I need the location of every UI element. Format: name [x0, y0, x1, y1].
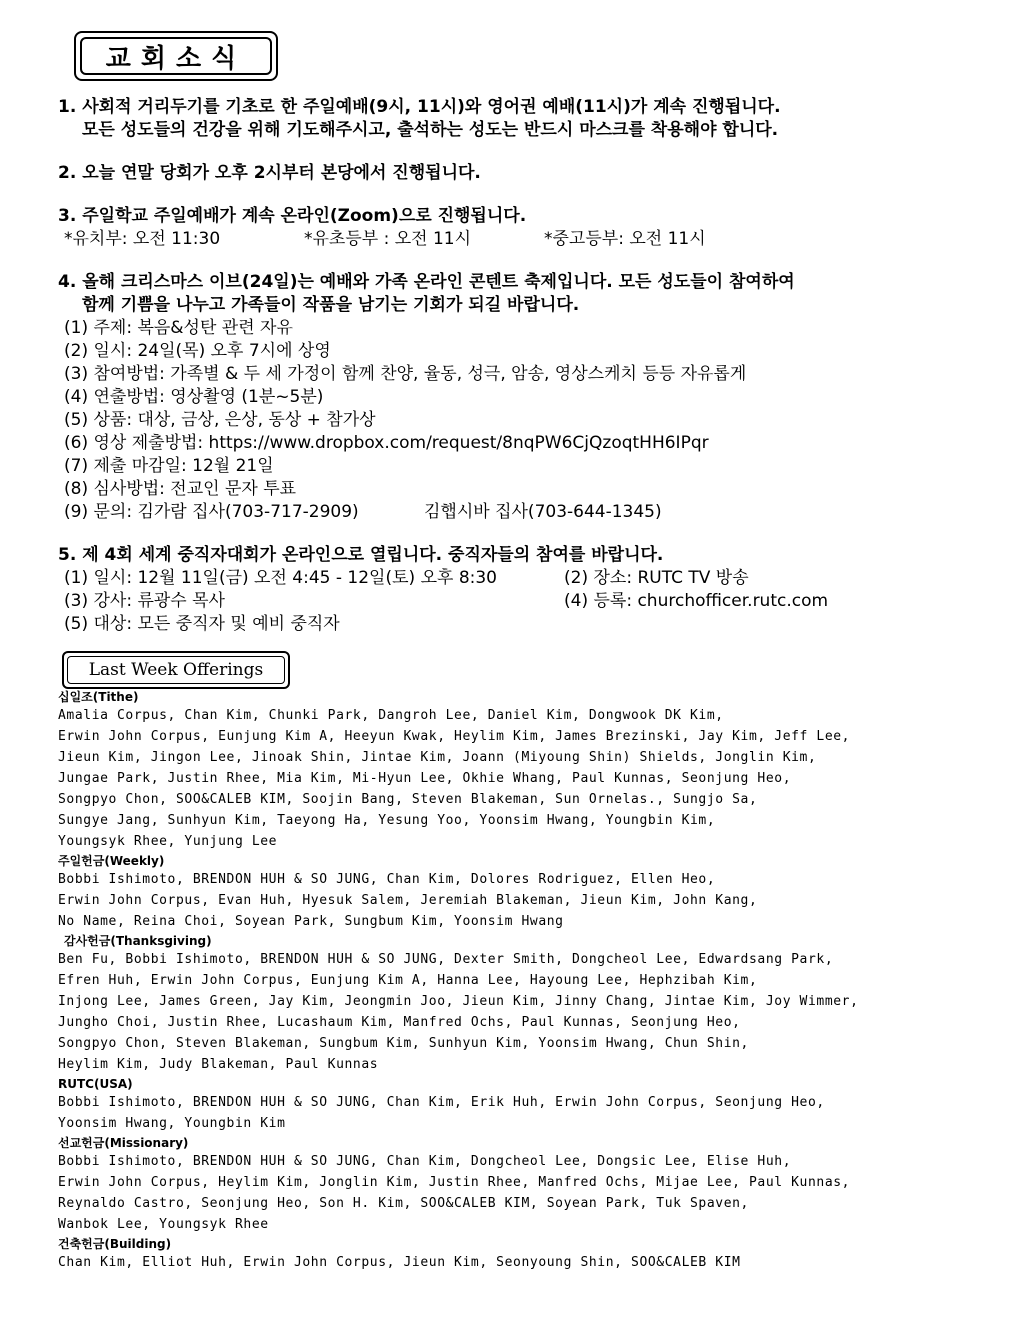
detail-target: (5) 대상: 모든 중직자 및 예비 중직자	[64, 614, 340, 634]
detail-line: (1) 주제: 복음&성탄 관련 자유	[64, 318, 293, 338]
schedule-youth: *중고등부: 오전 11시	[544, 229, 706, 249]
offering-category-rutc	[58, 1077, 998, 1134]
category-title: 십일조(Tithe)	[58, 690, 139, 704]
donor-line: Bobbi Ishimoto, BRENDON HUH & SO JUNG, Chan Kim, Dongcheol Lee, Dongsic Lee, Elise Huh,	[58, 1154, 792, 1169]
offerings-title-box	[62, 651, 290, 689]
schedule-elementary: *유초등부 : 오전 11시	[304, 229, 472, 249]
news-item-5	[58, 544, 978, 636]
offering-category-weekly	[58, 854, 998, 932]
detail-row	[58, 590, 978, 613]
donor-line: Songpyo Chon, Steven Blakeman, Sungbum Kim, Sunhyun Kim, Yoonsim Hwang, Chun Shin,	[58, 1036, 749, 1051]
news-item-number: 2.	[58, 163, 77, 183]
detail-line: (2) 일시: 24일(목) 오후 7시에 상영	[64, 341, 331, 361]
news-item-text: 올해 크리스마스 이브(24일)는 예배와 가족 온라인 콘텐트 축제입니다. 모든 성도들이 참여하여	[82, 272, 795, 292]
news-item-number: 3.	[58, 206, 77, 226]
page-title: 교회소식	[80, 37, 272, 75]
category-title: 감사헌금(Thanksgiving)	[64, 934, 212, 948]
contact-2: 김햅시바 집사(703-644-1345)	[424, 502, 662, 522]
donor-line: No Name, Reina Choi, Soyean Park, Sungbum Kim, Yoonsim Hwang	[58, 914, 564, 929]
news-item-4	[58, 271, 978, 524]
news-item-text: 제 4회 세계 중직자대회가 온라인으로 열립니다. 중직자들의 참여를 바랍니다.	[82, 545, 664, 565]
detail-speaker: (3) 강사: 류광수 목사	[64, 591, 225, 611]
category-title: 선교헌금(Missionary)	[58, 1136, 189, 1150]
dropbox-link[interactable]: (6) 영상 제출방법: https://www.dropbox.com/request/8nqPW6CjQzoqtHH6IPqr	[64, 433, 709, 453]
news-item-number: 1.	[58, 97, 77, 117]
donor-line: Bobbi Ishimoto, BRENDON HUH & SO JUNG, Chan Kim, Dolores Rodriguez, Ellen Heo,	[58, 872, 716, 887]
offering-category-missionary	[58, 1136, 998, 1235]
donor-line: Erwin John Corpus, Evan Huh, Hyesuk Salem, Jeremiah Blakeman, Jieun Kim, John Kang,	[58, 893, 758, 908]
donor-line: Youngsyk Rhee, Yunjung Lee	[58, 834, 278, 849]
news-item-continuation: 함께 기쁨을 나누고 가족들이 작품을 남기는 기회가 되길 바랍니다.	[82, 295, 580, 315]
news-item-heading	[58, 271, 978, 294]
detail-row	[58, 567, 978, 590]
news-list	[58, 96, 978, 656]
detail-date: (1) 일시: 12월 11일(금) 오전 4:45 - 12일(토) 오후 8:30	[64, 568, 497, 588]
donor-line: Sungye Jang, Sunhyun Kim, Taeyong Ha, Yesung Yoo, Yoonsim Hwang, Youngbin Kim,	[58, 813, 716, 828]
offering-category-thanksgiving	[58, 934, 998, 1075]
detail-line: (5) 상품: 대상, 금상, 은상, 동상 + 참가상	[64, 410, 376, 430]
contact-1: (9) 문의: 김가람 집사(703-717-2909)	[64, 502, 359, 522]
school-schedule	[58, 228, 978, 251]
donor-line: Jungho Choi, Justin Rhee, Lucashaum Kim, Manfred Ochs, Paul Kunnas, Seonjung Heo,	[58, 1015, 741, 1030]
donor-names	[58, 705, 998, 852]
donor-line: Erwin John Corpus, Eunjung Kim A, Heeyun Kwak, Heylim Kim, James Brezinski, Jay Kim, Jeff Lee,	[58, 729, 851, 744]
news-item-number: 4.	[58, 272, 77, 292]
news-item-heading	[58, 544, 978, 567]
news-item-heading	[58, 205, 978, 228]
donor-line: Chan Kim, Elliot Huh, Erwin John Corpus, Jieun Kim, Seonyoung Shin, SOO&CALEB KIM	[58, 1255, 741, 1270]
donor-names	[58, 949, 998, 1075]
donor-line: Yoonsim Hwang, Youngbin Kim	[58, 1116, 286, 1131]
news-item-heading	[58, 162, 978, 185]
church-news-title-box	[74, 31, 278, 81]
detail-place: (2) 장소: RUTC TV 방송	[564, 568, 749, 588]
donor-line: Jieun Kim, Jingon Lee, Jinoak Shin, Jintae Kim, Joann (Miyoung Shin) Shields, Jonglin Kim,	[58, 750, 817, 765]
news-item-number: 5.	[58, 545, 77, 565]
contact-line	[58, 501, 978, 524]
donor-line: Bobbi Ishimoto, BRENDON HUH & SO JUNG, Chan Kim, Erik Huh, Erwin John Corpus, Seonjung Heo,	[58, 1095, 825, 1110]
category-title: RUTC(USA)	[58, 1077, 133, 1091]
donor-names	[58, 1092, 998, 1134]
donor-names	[58, 1151, 998, 1235]
donor-names	[58, 869, 998, 932]
detail-line: (4) 연출방법: 영상촬영 (1분~5분)	[64, 387, 324, 407]
news-item-heading	[58, 96, 978, 119]
detail-line: (7) 제출 마감일: 12월 21일	[64, 456, 274, 476]
news-item-1	[58, 96, 978, 142]
donor-line: Efren Huh, Erwin John Corpus, Eunjung Kim A, Hanna Lee, Hayoung Lee, Hephzibah Kim,	[58, 973, 758, 988]
detail-line: (3) 참여방법: 가족별 & 두 세 가정이 함께 찬양, 율동, 성극, 암송, 영상스케치 등등 자유롭게	[64, 364, 747, 384]
donor-line: Injong Lee, James Green, Jay Kim, Jeongmin Joo, Jieun Kim, Jinny Chang, Jintae Kim, Joy Wimmer,	[58, 994, 859, 1009]
schedule-kindergarten: *유치부: 오전 11:30	[64, 229, 221, 249]
category-title: 건축헌금(Building)	[58, 1237, 172, 1251]
news-item-2	[58, 162, 978, 185]
news-item-continuation: 모든 성도들의 건강을 위해 기도해주시고, 출석하는 성도는 반드시 마스크를 착용해야 합니다.	[82, 120, 779, 140]
registration-link[interactable]: (4) 등록: churchofficer.rutc.com	[564, 591, 829, 611]
donor-names	[58, 1252, 998, 1273]
donor-line: Songpyo Chon, SOO&CALEB KIM, Soojin Bang, Steven Blakeman, Sun Ornelas., Sungjo Sa,	[58, 792, 758, 807]
news-item-3	[58, 205, 978, 251]
donor-line: Erwin John Corpus, Heylim Kim, Jonglin Kim, Justin Rhee, Manfred Ochs, Mijae Lee, Paul Kunnas,	[58, 1175, 851, 1190]
detail-line: (8) 심사방법: 전교인 문자 투표	[64, 479, 297, 499]
donor-line: Ben Fu, Bobbi Ishimoto, BRENDON HUH & SO JUNG, Dexter Smith, Dongcheol Lee, Edwardsang Park,	[58, 952, 834, 967]
category-title: 주일헌금(Weekly)	[58, 854, 165, 868]
offering-category-building	[58, 1237, 998, 1273]
news-item-text: 주일학교 주일예배가 계속 온라인(Zoom)으로 진행됩니다.	[82, 206, 527, 226]
donor-line: Jungae Park, Justin Rhee, Mia Kim, Mi-Hyun Lee, Okhie Whang, Paul Kunnas, Seonjung Heo,	[58, 771, 792, 786]
donor-line: Amalia Corpus, Chan Kim, Chunki Park, Dangroh Lee, Daniel Kim, Dongwook DK Kim,	[58, 708, 724, 723]
donor-line: Heylim Kim, Judy Blakeman, Paul Kunnas	[58, 1057, 379, 1072]
donor-line: Reynaldo Castro, Seonjung Heo, Son H. Kim, SOO&CALEB KIM, Soyean Park, Tuk Spaven,	[58, 1196, 749, 1211]
offering-category-tithe	[58, 690, 998, 852]
offerings-list	[58, 688, 998, 1273]
news-item-text: 오늘 연말 당회가 오후 2시부터 본당에서 진행됩니다.	[82, 163, 481, 183]
donor-line: Wanbok Lee, Youngsyk Rhee	[58, 1217, 269, 1232]
offerings-title: Last Week Offerings	[67, 656, 285, 684]
news-item-text: 사회적 거리두기를 기초로 한 주일예배(9시, 11시)와 영어권 예배(11시)가 계속 진행됩니다.	[82, 97, 781, 117]
